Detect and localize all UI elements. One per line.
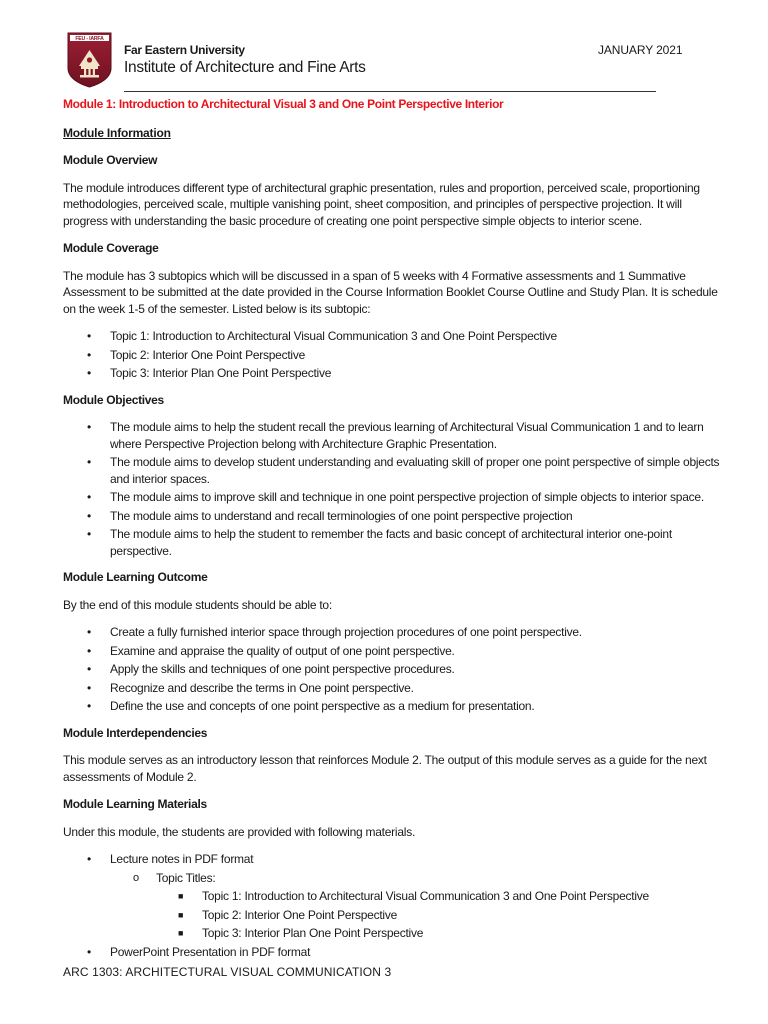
topic-title-text: Topic 3: Interior Plan One Point Perspective — [202, 926, 424, 940]
list-item-text: The module aims to improve skill and technique in one point perspective projection of simple objects to interior space. — [110, 490, 704, 504]
list-item-text: Topic 3: Interior Plan One Point Perspective — [110, 366, 332, 380]
bullet-icon: • — [87, 329, 91, 343]
list-item — [63, 489, 723, 506]
list-item-text: Apply the skills and techniques of one point perspective procedures. — [110, 662, 455, 676]
module-information-label: Module Information — [63, 125, 171, 140]
list-item — [63, 526, 723, 559]
page-footer: ARC 1303: ARCHITECTURAL VISUAL COMMUNICATION 3 — [63, 965, 392, 979]
bullet-icon: • — [87, 662, 91, 676]
bullet-icon: • — [87, 699, 91, 713]
university-name: Far Eastern University — [124, 43, 245, 57]
bullet-icon: • — [87, 366, 91, 380]
list-item-text: Examine and appraise the quality of output of one point perspective. — [110, 643, 455, 658]
bullet-icon: • — [87, 347, 91, 362]
bullet-icon: • — [87, 420, 91, 434]
list-item — [63, 419, 723, 452]
coverage-topic-list — [63, 328, 723, 382]
topic-title-text: Topic 1: Introduction to Architectural Visual Communication 3 and One Point Perspective — [202, 889, 649, 903]
logo-text: FEU - IARFA — [75, 36, 104, 43]
list-item-text: Topic 1: Introduction to Architectural Visual Communication 3 and One Point Perspective — [110, 329, 557, 343]
section-heading-learning-outcome: Module Learning Outcome — [63, 570, 208, 584]
document-date: JANUARY 2021 — [598, 43, 683, 57]
topic-title-item — [63, 888, 723, 905]
bullet-icon: • — [87, 490, 91, 504]
bullet-icon: • — [87, 680, 91, 695]
list-item-text: The module aims to develop student understanding and evaluating skill of proper one point perspective of simple objects and interior spaces. — [110, 455, 720, 486]
list-item-text: Lecture notes in PDF format — [110, 852, 254, 866]
list-item — [63, 454, 723, 487]
topic-title-item — [63, 925, 723, 942]
list-item-text: Topic 2: Interior One Point Perspective — [110, 347, 306, 362]
bullet-icon: • — [87, 944, 91, 959]
list-item-text: Define the use and concepts of one point perspective as a medium for presentation. — [110, 699, 535, 713]
list-item — [63, 624, 723, 641]
objectives-list — [63, 419, 723, 559]
list-item-text: PowerPoint Presentation in PDF format — [110, 944, 311, 959]
list-item-text: The module aims to understand and recall terminologies of one point perspective projection — [110, 508, 573, 523]
bullet-icon: • — [87, 508, 91, 523]
circle-bullet-icon: o — [133, 871, 139, 884]
section-heading-overview: Module Overview — [63, 153, 158, 167]
square-bullet-icon: ■ — [178, 928, 184, 938]
document-body — [63, 96, 723, 970]
sub-list-label: Topic Titles: — [156, 870, 216, 885]
learning-materials-paragraph: Under this module, the students are provided with following materials. — [63, 824, 416, 839]
section-heading-coverage: Module Coverage — [63, 241, 159, 255]
learning-outcome-paragraph: By the end of this module students should be able to: — [63, 597, 332, 612]
sub-list-item — [63, 870, 723, 942]
list-item — [63, 680, 723, 697]
coverage-paragraph: The module has 3 subtopics which will be discussed in a span of 5 weeks with 4 Formative assessments and 1 Summative Assessment to be submitted at the date provided in the Course Information Booklet Course Outline and Study Plan. It is schedule on the week 1-5 of the semester. Listed below is its subtopic: — [63, 268, 718, 316]
list-item-text: Create a fully furnished interior space through projection procedures of one point perspective. — [110, 625, 582, 639]
list-item — [63, 643, 723, 660]
sub-list — [63, 870, 723, 942]
feu-iarfa-logo — [67, 32, 112, 88]
square-bullet-icon: ■ — [178, 891, 184, 901]
list-item — [63, 944, 723, 961]
topic-title-item — [63, 907, 723, 924]
list-item — [63, 347, 723, 364]
list-item — [63, 508, 723, 525]
bullet-icon: • — [87, 625, 91, 639]
module-title: Module 1: Introduction to Architectural Visual 3 and One Point Perspective Interior — [63, 97, 504, 111]
learning-outcome-list — [63, 624, 723, 715]
list-item — [63, 851, 723, 942]
list-item-text: The module aims to help the student recall the previous learning of Architectural Visual Communication 1 and to learn where Perspective Projection belong with Architecture Graphic Presentation. — [110, 420, 704, 451]
header-divider — [124, 91, 656, 92]
list-item — [63, 698, 723, 715]
overview-paragraph: The module introduces different type of architectural graphic presentation, rules and proportion, perceived scale, proportioning methodologies, perceived scale, multiple vanishing point, sheet composition, and principles of perspective projection. It will progress with understanding the basic procedure of creating one point perspective simple objects to interior scene. — [63, 180, 700, 228]
topic-titles-list — [63, 888, 723, 942]
list-item — [63, 661, 723, 678]
list-item-text: Recognize and describe the terms in One point perspective. — [110, 680, 414, 695]
section-heading-learning-materials: Module Learning Materials — [63, 797, 207, 811]
list-item — [63, 365, 723, 382]
bullet-icon: • — [87, 455, 91, 469]
learning-materials-list — [63, 851, 723, 960]
institute-name: Institute of Architecture and Fine Arts — [124, 59, 366, 76]
section-heading-objectives: Module Objectives — [63, 392, 164, 407]
topic-title-text: Topic 2: Interior One Point Perspective — [202, 907, 398, 922]
bullet-icon: • — [87, 852, 91, 866]
interdependencies-paragraph: This module serves as an introductory lesson that reinforces Module 2. The output of this module serves as a guide for the next assessments of Module 2. — [63, 753, 707, 784]
list-item — [63, 328, 723, 345]
section-heading-interdependencies: Module Interdependencies — [63, 725, 208, 740]
bullet-icon: • — [87, 643, 91, 658]
bullet-icon: • — [87, 527, 91, 541]
square-bullet-icon: ■ — [178, 909, 184, 920]
list-item-text: The module aims to help the student to remember the facts and basic concept of architectural interior one-point perspective. — [110, 527, 672, 558]
